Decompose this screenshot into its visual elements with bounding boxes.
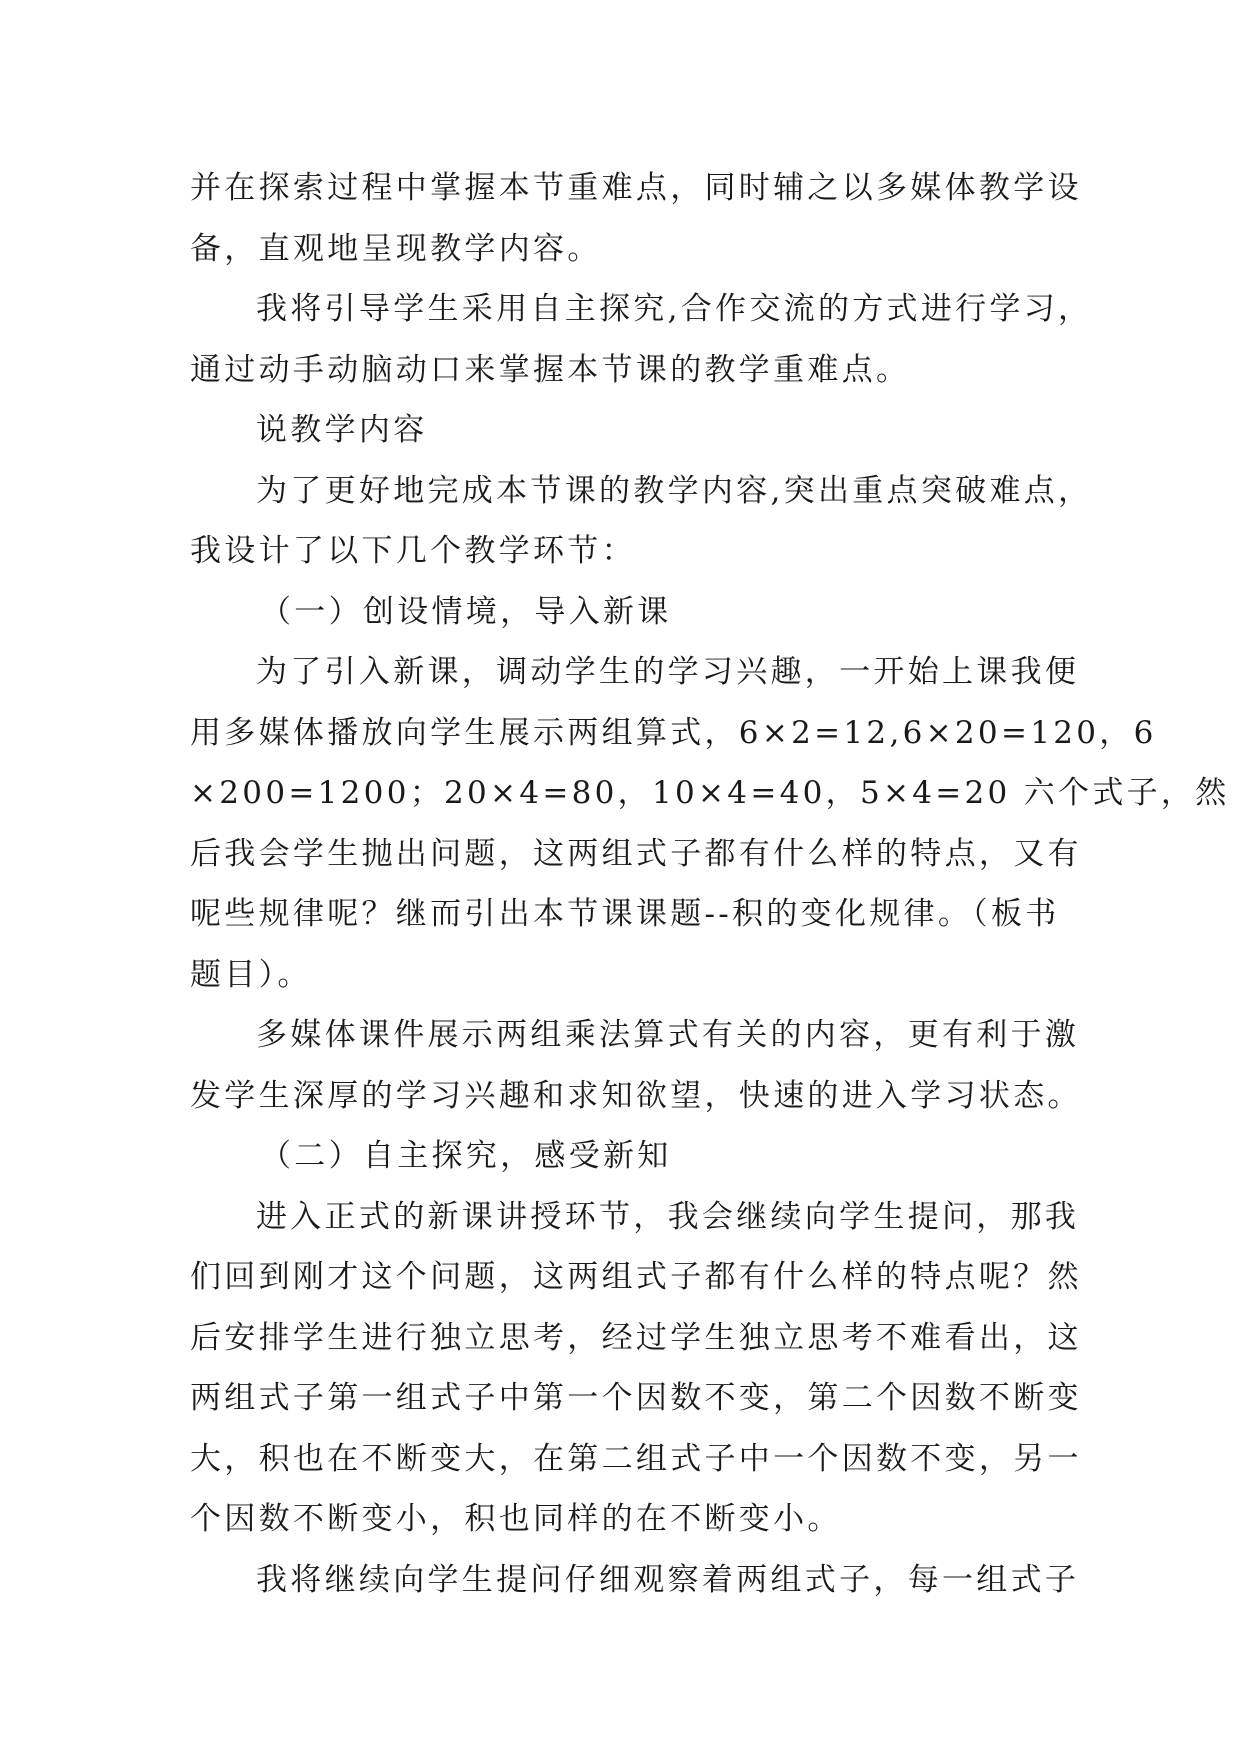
document-body	[190, 158, 1230, 1610]
text-line: 用多媒体播放向学生展示两组算式，6×2=12,6×20=120，6	[190, 714, 1157, 751]
paragraph-start: 为了更好地完成本节课的教学内容,突出重点突破难点，	[256, 472, 1093, 509]
text-line: ×200=1200；20×4=80，10×4=40，5×4=20 六个式子，然	[190, 775, 1230, 811]
text-line: 两组式子第一组式子中第一个因数不变，第二个因数不断变	[190, 1380, 1082, 1416]
text-line: 个因数不断变小，积也同样的在不断变小。	[190, 1501, 842, 1537]
text-line: 后我会学生抛出问题，这两组式子都有什么样的特点，又有	[190, 835, 1082, 872]
text-line: 大，积也在不断变大，在第二组式子中一个因数不变，另一	[190, 1440, 1082, 1477]
paragraph-start: 我将引导学生采用自主探究,合作交流的方式进行学习，	[256, 291, 1093, 327]
paragraph-start: 为了引入新课，调动学生的学习兴趣，一开始上课我便	[256, 654, 1080, 690]
text-line: 呢些规律呢？继而引出本节课课题--积的变化规律。（板书	[190, 896, 1060, 932]
text-line: 我设计了以下几个教学环节：	[190, 533, 636, 569]
text-line: 通过动手动脑动口来掌握本节课的教学重难点。	[190, 351, 911, 388]
subsection-heading: （二）自主探究，感受新知	[260, 1138, 672, 1174]
text-line: 备，直观地呈现教学内容。	[190, 230, 602, 267]
section-heading: 说教学内容	[256, 412, 428, 448]
paragraph-start: 进入正式的新课讲授环节，我会继续向学生提问，那我	[256, 1198, 1080, 1235]
text-line: 并在探索过程中掌握本节重难点，同时辅之以多媒体教学设	[190, 170, 1082, 206]
text-line: 后安排学生进行独立思考，经过学生独立思考不难看出，这	[190, 1319, 1082, 1356]
subsection-heading: （一）创设情境，导入新课	[260, 593, 672, 630]
text-line: 们回到刚才这个问题，这两组式子都有什么样的特点呢？然	[190, 1259, 1082, 1295]
paragraph-start: 多媒体课件展示两组乘法算式有关的内容，更有利于激	[256, 1017, 1080, 1053]
text-line: 发学生深厚的学习兴趣和求知欲望，快速的进入学习状态。	[190, 1077, 1082, 1114]
paragraph-start: 我将继续向学生提问仔细观察着两组式子，每一组式子	[256, 1561, 1080, 1598]
text-line: 题目）。	[190, 956, 312, 993]
